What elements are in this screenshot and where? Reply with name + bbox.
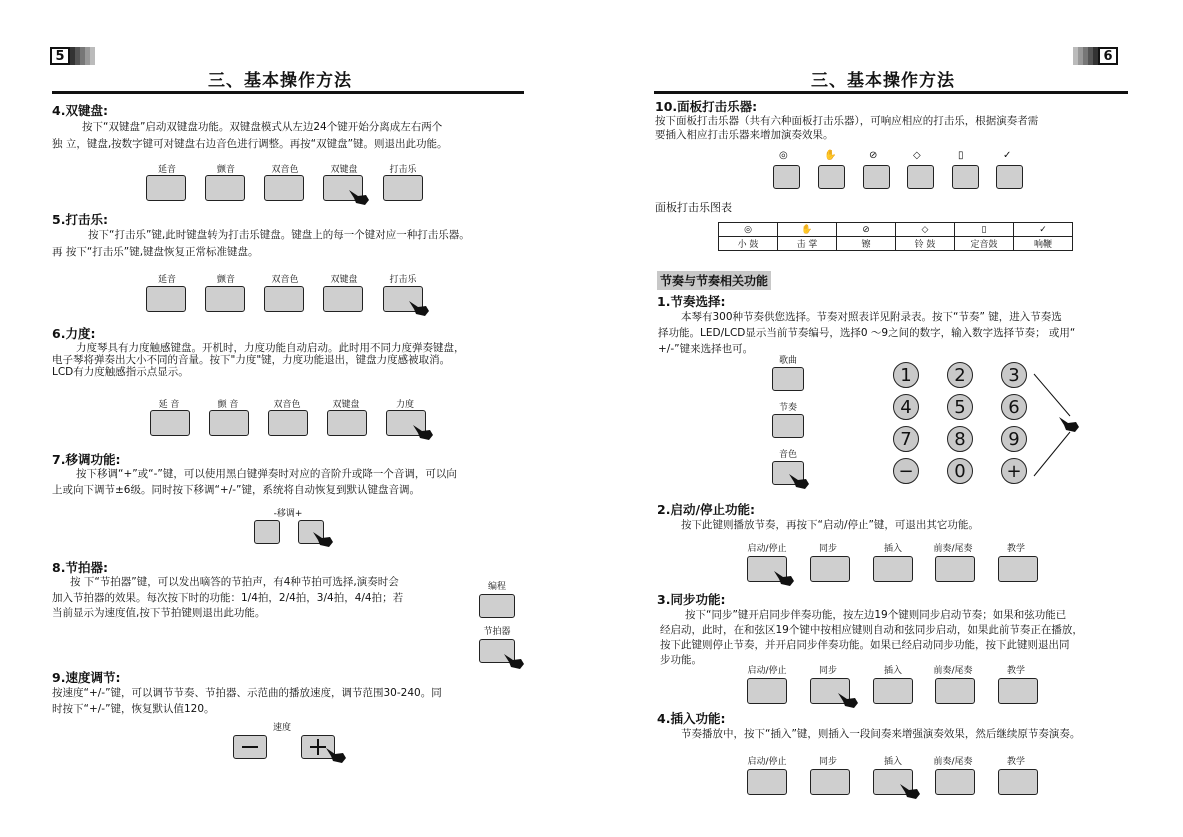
pointing-hand-icon — [412, 423, 434, 441]
key-label: 节拍器 — [483, 627, 511, 637]
intro-ending-button[interactable] — [935, 556, 975, 582]
pointing-hand-icon — [503, 652, 525, 670]
title-rule — [52, 91, 524, 94]
digit-1-button[interactable]: 1 — [893, 362, 919, 388]
sustain-button[interactable] — [146, 286, 186, 312]
snare-icon: ◎ — [779, 150, 788, 161]
chart-cell: 响鞭 — [1014, 237, 1073, 251]
paragraph-line: LCD有力度触感指示点显示。 — [52, 366, 189, 378]
key-label: 延音 — [157, 165, 176, 175]
section-heading: 8.节拍器: — [52, 560, 108, 575]
vibrato-button[interactable] — [209, 410, 249, 436]
start-stop-button[interactable] — [747, 678, 787, 704]
song-button[interactable] — [772, 367, 804, 391]
key-label: 音色 — [778, 450, 797, 460]
key-label: 歌曲 — [778, 356, 797, 366]
paragraph-line: 要插入相应打击乐器来增加演奏效果。 — [655, 129, 834, 141]
key-label: 前奏/尾奏 — [933, 757, 973, 767]
key-label: 插入 — [883, 757, 902, 767]
paragraph-line: 按下面板打击乐器（共有六种面板打击乐器），可响应相应的打击乐，根据演奏者需 — [655, 115, 1039, 127]
tambourine-icon: ◇ — [896, 223, 955, 237]
section-heading: 9.速度调节: — [52, 670, 121, 685]
chart-cell: 击 掌 — [778, 237, 837, 251]
paragraph-line: 步功能。 — [660, 654, 702, 666]
chart-cell: 小 鼓 — [719, 237, 778, 251]
key-label: 速度 — [272, 723, 291, 733]
paragraph-line: 再 按下“打击乐”键,键盘恢复正常标准键盘。 — [52, 246, 259, 258]
section-heading: 7.移调功能: — [52, 452, 121, 467]
key-label: 打击乐 — [389, 275, 417, 285]
key-label: 编程 — [487, 582, 506, 592]
digit-2-button[interactable]: 2 — [947, 362, 973, 388]
pointing-hand-icon — [325, 746, 347, 764]
key-label: 启动/停止 — [747, 666, 787, 676]
sync-button[interactable] — [810, 769, 850, 795]
key-label: 教学 — [1006, 666, 1025, 676]
pointing-hand-icon — [837, 691, 859, 709]
transpose-minus-button[interactable] — [254, 520, 280, 544]
sustain-button[interactable] — [150, 410, 190, 436]
digit-8-button[interactable]: 8 — [947, 426, 973, 452]
pointing-hand-icon — [1058, 415, 1080, 433]
split-keyboard-button[interactable] — [323, 286, 363, 312]
key-label: 节奏 — [778, 403, 797, 413]
key-label: 同步 — [818, 757, 837, 767]
digit-7-button[interactable]: 7 — [893, 426, 919, 452]
paragraph-line: 时按下“+/-”键，恢复默认值120。 — [52, 703, 215, 715]
key-label: 颤音 — [216, 165, 235, 175]
paragraph-line: 上或向下调节±6级。同时按下移调“+/-”键，系统将自动恢复到默认键盘音调。 — [52, 484, 420, 496]
clap-icon: ✋ — [778, 223, 837, 237]
key-label: 插入 — [883, 666, 902, 676]
pad-chart — [718, 222, 1073, 251]
whip-icon: ✓ — [1014, 223, 1073, 237]
minus-button[interactable]: − — [893, 458, 919, 484]
section-heading: 1.节奏选择: — [657, 294, 726, 309]
paragraph-line: 当前显示为速度值,按下节拍键则退出此功能。 — [52, 607, 266, 619]
section-heading: 5.打击乐: — [52, 212, 108, 227]
intro-ending-button[interactable] — [935, 769, 975, 795]
key-label: 力度 — [395, 400, 414, 410]
paragraph-line: 按下此键则播放节奏，再按下“启动/停止”键，可退出其它功能。 — [681, 519, 979, 531]
paragraph-line: 力度琴具有力度触感键盘。开机时，力度功能自动启动。此时用不同力度弹奏键盘， — [76, 342, 465, 354]
tempo-minus-button[interactable] — [233, 735, 267, 759]
section-heading: 6.力度: — [52, 326, 96, 341]
key-label: 前奏/尾奏 — [933, 666, 973, 676]
snare-icon: ◎ — [719, 223, 778, 237]
start-stop-button[interactable] — [747, 769, 787, 795]
paragraph-line: 加入节拍器的效果。每次按下时的功能：1/4拍，2/4拍，3/4拍，4/4拍；若 — [52, 592, 404, 604]
page-title: 三、基本操作方法 — [811, 71, 955, 91]
key-label: 前奏/尾奏 — [933, 544, 973, 554]
paragraph-line: 按下“打击乐”键,此时键盘转为打击乐键盘。键盘上的每一个键对应一种打击乐器。 — [88, 229, 470, 241]
key-label: 延 音 — [158, 400, 180, 410]
split-keyboard-button[interactable] — [327, 410, 367, 436]
paragraph-line: 经启动，此时，在和弦区19个键中按相应键则自动和弦同步启动，如果此前节奏正在播放， — [660, 624, 1083, 636]
tambourine-icon: ◇ — [913, 150, 921, 161]
section-heading: 10.面板打击乐器: — [655, 99, 758, 114]
cymbal-icon: ⊘ — [869, 150, 878, 161]
digit-3-button[interactable]: 3 — [1001, 362, 1027, 388]
page-number: 6 — [1098, 47, 1118, 65]
pad-timpani-button[interactable] — [952, 165, 979, 189]
key-label: 双键盘 — [330, 275, 358, 285]
vibrato-button[interactable] — [205, 175, 245, 201]
key-label: 延音 — [157, 275, 176, 285]
paragraph-line: +/-”键来选择也可。 — [658, 343, 754, 355]
digit-0-button[interactable]: 0 — [947, 458, 973, 484]
whip-icon: ✓ — [1003, 150, 1012, 161]
paragraph-line: 电子琴将弹奏出大小不同的音量。按下"力度"键，力度功能退出，键盘力度感被取消。 — [52, 354, 451, 366]
dual-voice-button[interactable] — [264, 175, 304, 201]
fill-in-button[interactable] — [873, 678, 913, 704]
pointing-hand-icon — [312, 530, 334, 548]
lesson-button[interactable] — [998, 769, 1038, 795]
plus-icon-v — [317, 739, 319, 755]
paragraph-line: 按 下“节拍器”键，可以发出嘀答的节拍声，有4种节拍可选择,演奏时会 — [70, 576, 399, 588]
sync-button[interactable] — [810, 556, 850, 582]
intro-ending-button[interactable] — [935, 678, 975, 704]
key-label: 同步 — [818, 666, 837, 676]
key-label: 教学 — [1006, 757, 1025, 767]
minus-icon — [242, 746, 258, 748]
paragraph-line: 按下此键则停止节奏，并开启同步伴奏功能。如果已经启动同步功能，按下此键则退出同 — [660, 639, 1070, 651]
pointing-hand-icon — [788, 472, 810, 490]
digit-6-button[interactable]: 6 — [1001, 394, 1027, 420]
rhythm-button[interactable] — [772, 414, 804, 438]
percussion-button[interactable] — [383, 175, 423, 201]
digit-9-button[interactable]: 9 — [1001, 426, 1027, 452]
pointing-hand-icon — [408, 299, 430, 317]
paragraph-line: 按下“同步”键开启同步伴奏功能，按左边19个键则同步启动节奏；如果和弦功能已 — [685, 609, 1067, 621]
page-stripe — [1073, 47, 1098, 65]
key-label: 同步 — [818, 544, 837, 554]
paragraph-line: 按下移调“+”或“-”键，可以使用黑白键弹奏时对应的音阶升或降一个音调，可以向 — [76, 468, 457, 480]
title-rule — [654, 91, 1128, 94]
pad-whip-button[interactable] — [996, 165, 1023, 189]
key-label: 双键盘 — [330, 165, 358, 175]
cymbal-icon: ⊘ — [837, 223, 896, 237]
pointing-hand-icon — [348, 188, 370, 206]
page-title: 三、基本操作方法 — [208, 71, 352, 91]
key-label: 打击乐 — [389, 165, 417, 175]
subsection-title: 节奏与节奏相关功能 — [657, 271, 771, 290]
right-page — [592, 0, 1183, 837]
lesson-button[interactable] — [998, 556, 1038, 582]
key-label: 插入 — [883, 544, 902, 554]
paragraph-line: 按速度“+/-”键，可以调节节奏、节拍器、示范曲的播放速度，调节范围30-240。同 — [52, 687, 442, 699]
pad-tambourine-button[interactable] — [907, 165, 934, 189]
key-label: 双音色 — [271, 165, 299, 175]
page-number-badge — [50, 47, 95, 65]
section-heading: 4.双键盘: — [52, 103, 108, 118]
chart-cell: 定音鼓 — [955, 237, 1014, 251]
vibrato-button[interactable] — [205, 286, 245, 312]
key-label: 启动/停止 — [747, 757, 787, 767]
section-heading: 4.插入功能: — [657, 711, 726, 726]
key-label: -移调+ — [273, 509, 303, 519]
paragraph-line: 本琴有300种节奏供您选择。节奏对照表详见附录表。按下“节奏” 键，进入节奏选 — [681, 311, 1062, 323]
page-stripe — [70, 47, 95, 65]
pointing-hand-icon — [773, 569, 795, 587]
pad-chart-labels-row — [719, 237, 1073, 251]
sustain-button[interactable] — [146, 175, 186, 201]
key-label: 双音色 — [273, 400, 301, 410]
key-label: 颤音 — [216, 275, 235, 285]
pad-clap-button[interactable] — [818, 165, 845, 189]
key-label: 教学 — [1006, 544, 1025, 554]
pad-snare-button[interactable] — [773, 165, 800, 189]
key-label: 双键盘 — [332, 400, 360, 410]
paragraph-line: 节奏播放中，按下“插入”键，则插入一段间奏来增强演奏效果，然后继续原节奏演奏。 — [681, 728, 1081, 740]
page-number-badge — [1073, 47, 1118, 65]
paragraph-line: 择功能。LED/LCD显示当前节奏编号，选择0 ～9之间的数字，输入数字选择节奏； 或用“ — [658, 327, 1076, 339]
program-button[interactable] — [479, 594, 515, 618]
digit-5-button[interactable]: 5 — [947, 394, 973, 420]
paragraph-line: 独 立，键盘,按数字键可对键盘右边音色进行调整。再按“双键盘”键。则退出此功能。 — [52, 138, 448, 150]
chart-caption: 面板打击乐图表 — [655, 201, 732, 214]
section-heading: 2.启动/停止功能: — [657, 502, 756, 517]
timpani-icon: ▯ — [955, 223, 1014, 237]
clap-icon: ✋ — [824, 150, 837, 161]
dual-voice-button[interactable] — [268, 410, 308, 436]
digit-4-button[interactable]: 4 — [893, 394, 919, 420]
key-label: 颤 音 — [217, 400, 239, 410]
timpani-icon: ▯ — [958, 150, 964, 161]
page-number: 5 — [50, 47, 70, 65]
pad-cymbal-button[interactable] — [863, 165, 890, 189]
chart-cell: 铃 鼓 — [896, 237, 955, 251]
chart-cell: 镲 — [837, 237, 896, 251]
lesson-button[interactable] — [998, 678, 1038, 704]
pad-chart-icons-row — [719, 223, 1073, 237]
key-label: 双音色 — [271, 275, 299, 285]
plus-button[interactable]: + — [1001, 458, 1027, 484]
pointing-hand-icon — [899, 782, 921, 800]
section-heading: 3.同步功能: — [657, 592, 726, 607]
paragraph-line: 按下“双键盘”启动双键盘功能。双键盘模式从左边24个键开始分离成左右两个 — [82, 121, 443, 133]
fill-in-button[interactable] — [873, 556, 913, 582]
key-label: 启动/停止 — [747, 544, 787, 554]
dual-voice-button[interactable] — [264, 286, 304, 312]
left-page — [0, 0, 590, 837]
